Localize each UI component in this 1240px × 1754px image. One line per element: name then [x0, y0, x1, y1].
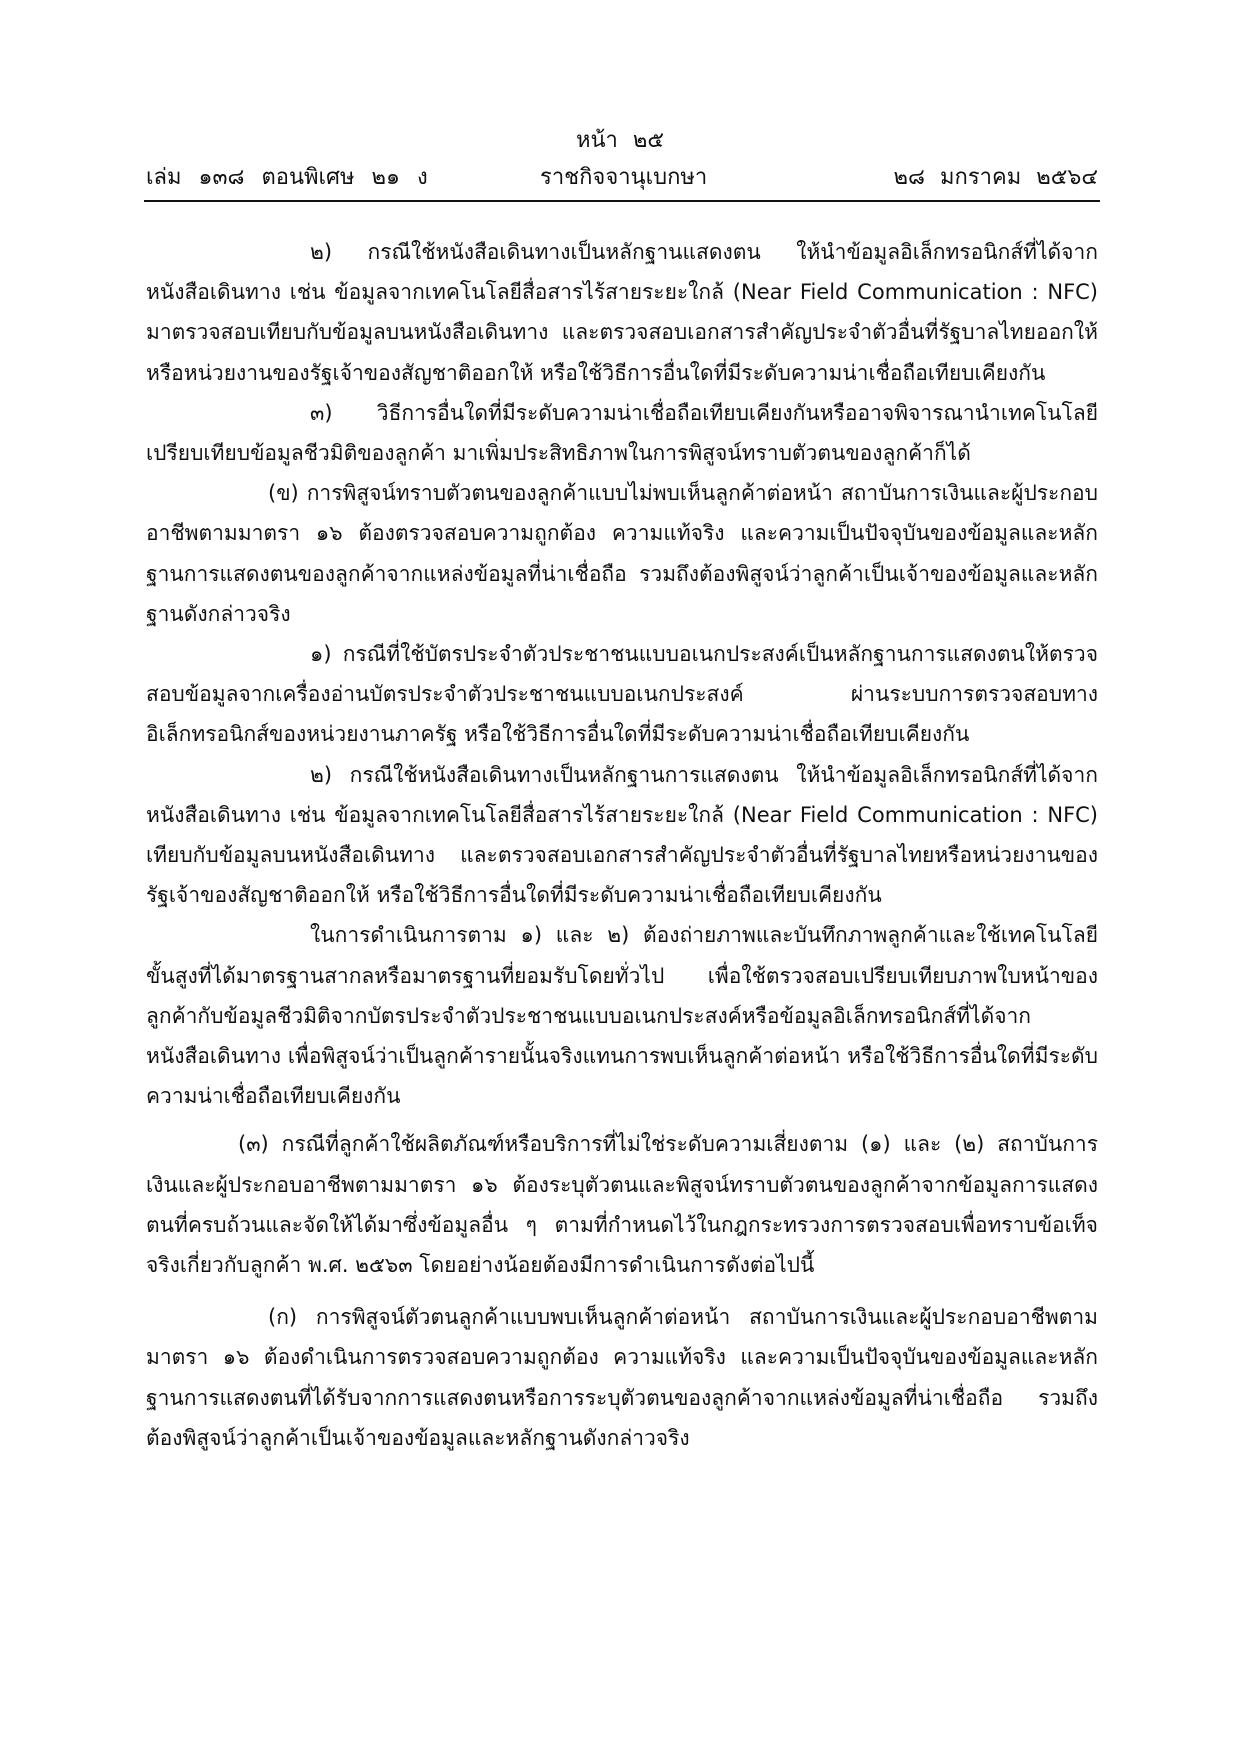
volume-issue: เล่ม ๑๓๘ ตอนพิเศษ ๒๑ ง: [146, 165, 428, 190]
paragraph-passport-evidence: ๒) กรณีใช้หนังสือเดินทางเป็นหลักฐานแสดงตน ให้นำข้อมูลอิเล็กทรอนิกส์ที่ได้จากหนังสือเดินทาง เช่น ข้อมูลจากเทคโนโลยีสื่อสารไร้สายระยะใกล้ (Near Field Communication : NFC) มาตรวจสอบเทียบกับข้อมูลบนหนังสือเดินทาง และตรวจสอบเอกสารสำคัญประจำตัวอื่นที่รัฐบาลไทยออกให้หรือหน่วยงานของรัฐเจ้าของสัญชาติออกให้ หรือใช้วิธีการอื่นใดที่มีระดับความน่าเชื่อถือเทียบเคียงกัน: [146, 240, 1098, 385]
paragraph-biometric-photo: ในการดำเนินการตาม ๑) และ ๒) ต้องถ่ายภาพและบันทึกภาพลูกค้าและใช้เทคโนโลยีขั้นสูงที่ได้มาตรฐานสากลหรือมาตรฐานที่ยอมรับโดยทั่วไป เพื่อใช้ตรวจสอบเปรียบเทียบภาพใบหน้าของลูกค้ากับข้อมูลชีวมิติจากบัตรประจำตัวประชาชนแบบอเนกประสงค์หรือข้อมูลอิเล็กทรอนิกส์ที่ได้จากหนังสือเดินทาง เพื่อพิสูจน์ว่าเป็นลูกค้ารายนั้นจริงแทนการพบเห็นลูกค้าต่อหน้า หรือใช้วิธีการอื่นใดที่มีระดับความน่าเชื่อถือเทียบเคียงกัน: [146, 923, 1098, 1109]
paragraph-other-methods: ๓) วิธีการอื่นใดที่มีระดับความน่าเชื่อถือเทียบเคียงกันหรืออาจพิจารณานำเทคโนโลยีเปรียบเทียบข้อมูลชีวมิติของลูกค้า มาเพิ่มประสิทธิภาพในการพิสูจน์ทราบตัวตนของลูกค้าก็ได้: [146, 400, 1098, 466]
gazette-title: ราชกิจจานุเบกษา: [540, 165, 708, 190]
paragraph-other-risk-levels: (๓) กรณีที่ลูกค้าใช้ผลิตภัณฑ์หรือบริการที่ไม่ใช่ระดับความเสี่ยงตาม (๑) และ (๒) สถาบันการเงินและผู้ประกอบอาชีพตามมาตรา ๑๖ ต้องระบุตัวตนและพิสูจน์ทราบตัวตนของลูกค้าจากข้อมูลการแสดงตนที่ครบถ้วนและจัดให้ได้มาซึ่งข้อมูลอื่น ๆ ตามที่กำหนดไว้ในกฎกระทรวงการตรวจสอบเพื่อทราบข้อเท็จจริงเกี่ยวกับลูกค้า พ.ศ. ๒๕๖๓ โดยอย่างน้อยต้องมีการดำเนินการดังต่อไปนี้: [146, 1132, 1098, 1278]
paragraph-passport-nfc: ๒) กรณีใช้หนังสือเดินทางเป็นหลักฐานการแสดงตน ให้นำข้อมูลอิเล็กทรอนิกส์ที่ได้จากหนังสือเดินทาง เช่น ข้อมูลจากเทคโนโลยีสื่อสารไร้สายระยะใกล้ (Near Field Communication : NFC) เทียบกับข้อมูลบนหนังสือเดินทาง และตรวจสอบเอกสารสำคัญประจำตัวอื่นที่รัฐบาลไทยหรือหน่วยงานของรัฐเจ้าของสัญชาติออกให้ หรือใช้วิธีการอื่นใดที่มีระดับความน่าเชื่อถือเทียบเคียงกัน: [146, 762, 1098, 908]
paragraph-non-face-to-face: (ข) การพิสูจน์ทราบตัวตนของลูกค้าแบบไม่พบเห็นลูกค้าต่อหน้า สถาบันการเงินและผู้ประกอบอาชีพตามมาตรา ๑๖ ต้องตรวจสอบความถูกต้อง ความแท้จริง และความเป็นปัจจุบันของข้อมูลและหลักฐานการแสดงตนของลูกค้าจากแหล่งข้อมูลที่น่าเชื่อถือ รวมถึงต้องพิสูจน์ว่าลูกค้าเป็นเจ้าของข้อมูลและหลักฐานดังกล่าวจริง: [146, 481, 1098, 626]
paragraph-id-card: ๑) กรณีที่ใช้บัตรประจำตัวประชาชนแบบอเนกประสงค์เป็นหลักฐานการแสดงตนให้ตรวจสอบข้อมูลจากเครื่องอ่านบัตรประจำตัวประชาชนแบบอเนกประสงค์ ผ่านระบบการตรวจสอบทางอิเล็กทรอนิกส์ของหน่วยงานภาครัฐ หรือใช้วิธีการอื่นใดที่มีระดับความน่าเชื่อถือเทียบเคียงกัน: [146, 642, 1098, 747]
publication-date: ๒๘ มกราคม ๒๕๖๔: [893, 165, 1098, 190]
gazette-header: [146, 163, 1098, 195]
document-body: [146, 232, 1098, 1458]
page-number: หน้า ๒๕: [575, 128, 665, 153]
paragraph-face-to-face: (ก) การพิสูจน์ตัวตนลูกค้าแบบพบเห็นลูกค้าต่อหน้า สถาบันการเงินและผู้ประกอบอาชีพตามมาตรา ๑๖ ต้องดำเนินการตรวจสอบความถูกต้อง ความแท้จริง และความเป็นปัจจุบันของข้อมูลและหลักฐานการแสดงตนที่ได้รับจากการแสดงตนหรือการระบุตัวตนของลูกค้าจากแหล่งข้อมูลที่น่าเชื่อถือ รวมถึงต้องพิสูจน์ว่าลูกค้าเป็นเจ้าของข้อมูลและหลักฐานดังกล่าวจริง: [146, 1305, 1098, 1450]
header-divider: [144, 200, 1100, 202]
